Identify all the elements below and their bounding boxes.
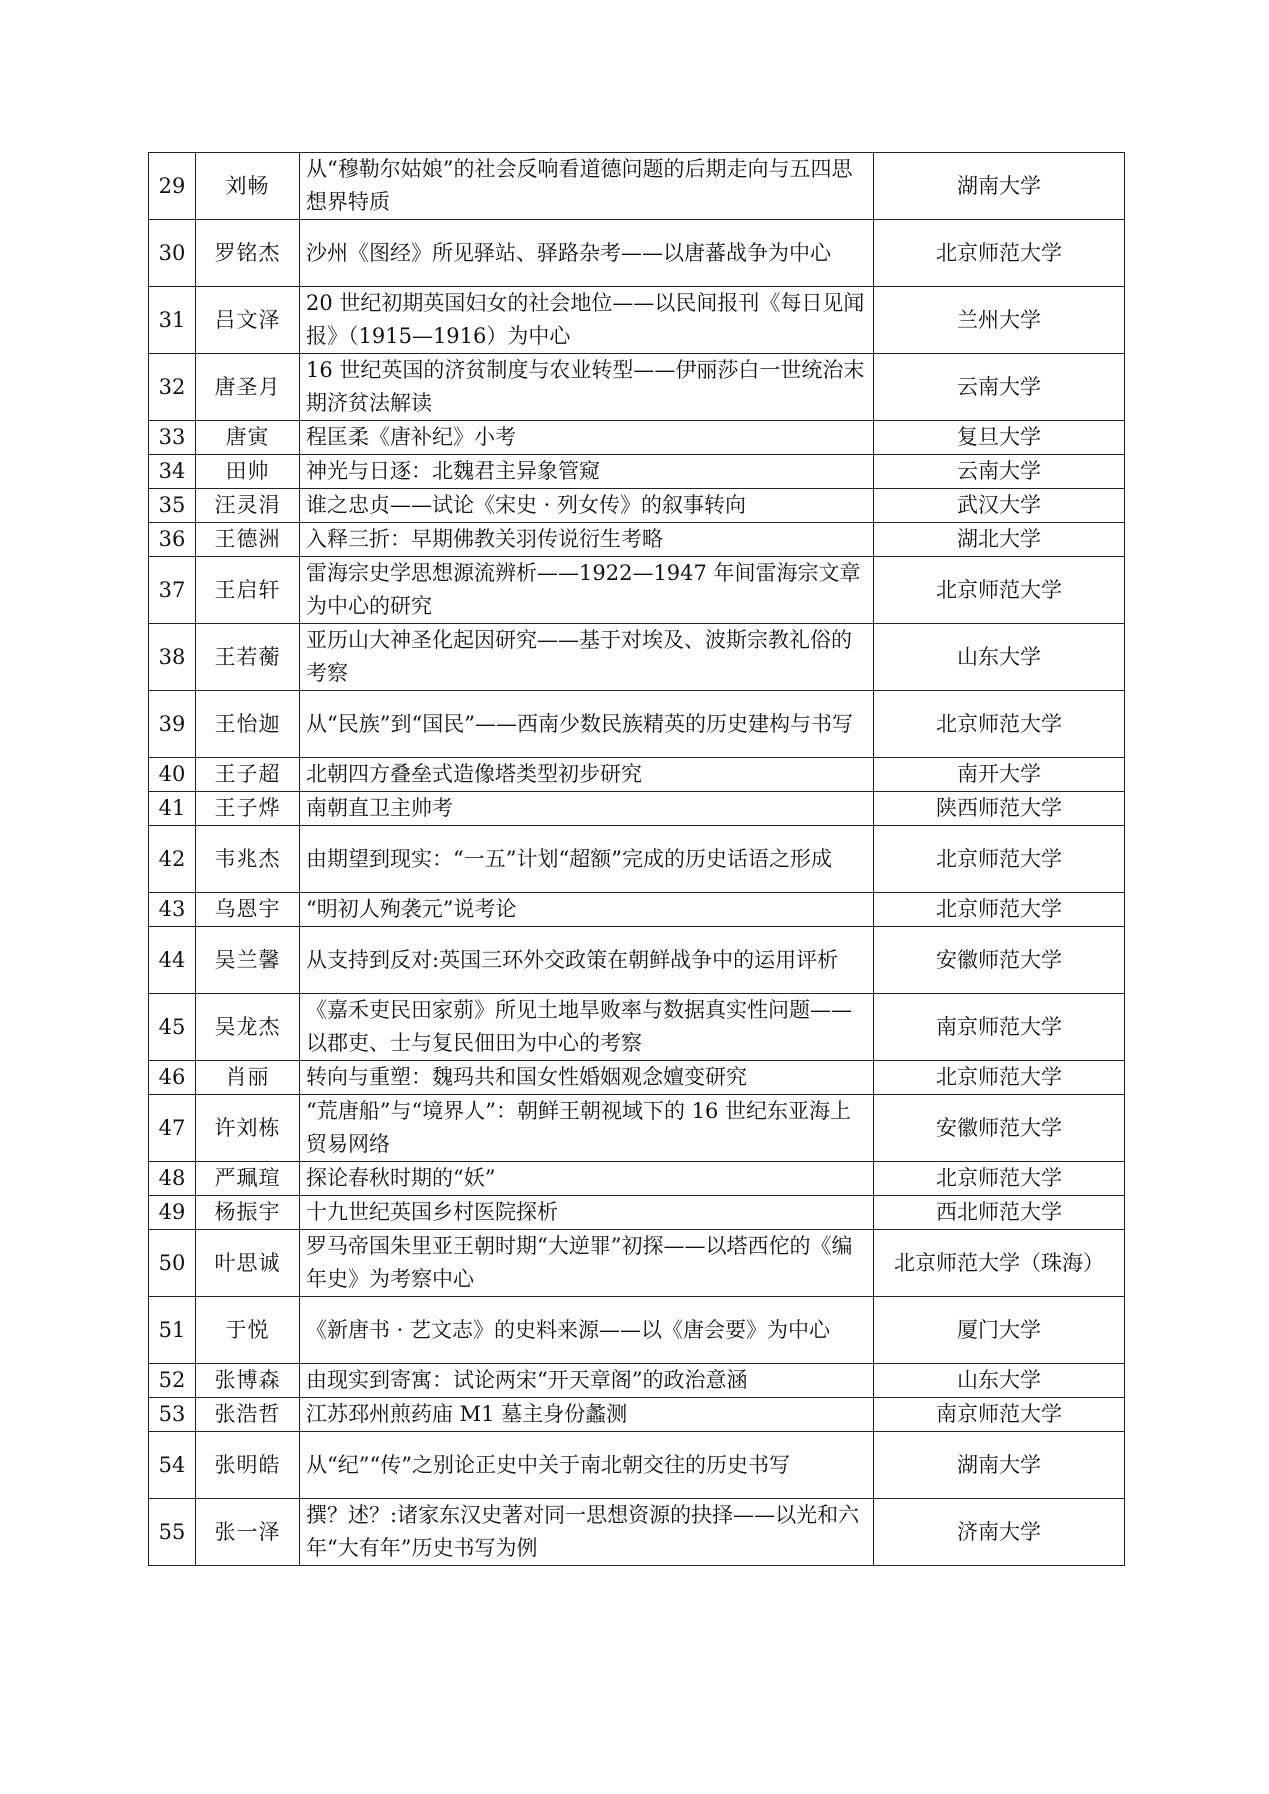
table-row [149,792,1125,826]
university: 湖北大学 [874,523,1125,557]
author-name: 罗铭杰 [196,220,300,287]
author-name: 韦兆杰 [196,826,300,893]
paper-title: 罗马帝国朱里亚王朝时期“大逆罪”初探——以塔西佗的《编年史》为考察中心 [300,1230,874,1297]
table-row [149,523,1125,557]
row-number: 30 [149,220,196,287]
table-row [149,826,1125,893]
author-name: 张明皓 [196,1432,300,1499]
row-number: 33 [149,421,196,455]
paper-title: 南朝直卫主帅考 [300,792,874,826]
author-name: 王启轩 [196,557,300,624]
author-name: 唐寅 [196,421,300,455]
author-name: 吴龙杰 [196,994,300,1061]
document-page [148,152,1124,1566]
table-row [149,994,1125,1061]
table-row [149,557,1125,624]
university: 兰州大学 [874,287,1125,354]
row-number: 45 [149,994,196,1061]
row-number: 55 [149,1499,196,1566]
paper-title: 十九世纪英国乡村医院探析 [300,1196,874,1230]
author-name: 张浩哲 [196,1398,300,1432]
paper-title: 江苏邳州煎药庙 M1 墓主身份蠡测 [300,1398,874,1432]
paper-title: 撰？述？:诸家东汉史著对同一思想资源的抉择——以光和六年“大有年”历史书写为例 [300,1499,874,1566]
table-row [149,691,1125,758]
row-number: 49 [149,1196,196,1230]
row-number: 34 [149,455,196,489]
table-row [149,893,1125,927]
paper-title: “明初人殉袭元”说考论 [300,893,874,927]
university: 北京师范大学 [874,557,1125,624]
row-number: 52 [149,1364,196,1398]
row-number: 37 [149,557,196,624]
paper-title: 20 世纪初期英国妇女的社会地位——以民间报刊《每日见闻报》（1915—1916）为中心 [300,287,874,354]
row-number: 47 [149,1095,196,1162]
university: 北京师范大学 [874,1061,1125,1095]
row-number: 44 [149,927,196,994]
paper-title: “荒唐船”与“境界人”：朝鲜王朝视域下的 16 世纪东亚海上贸易网络 [300,1095,874,1162]
row-number: 54 [149,1432,196,1499]
row-number: 36 [149,523,196,557]
author-name: 张一泽 [196,1499,300,1566]
paper-title: 神光与日逐：北魏君主异象管窥 [300,455,874,489]
university: 安徽师范大学 [874,1095,1125,1162]
university: 北京师范大学 [874,691,1125,758]
row-number: 43 [149,893,196,927]
author-name: 唐圣月 [196,354,300,421]
author-name: 严珮瑄 [196,1162,300,1196]
author-name: 吕文泽 [196,287,300,354]
table-row [149,455,1125,489]
row-number: 48 [149,1162,196,1196]
row-number: 32 [149,354,196,421]
university: 山东大学 [874,624,1125,691]
paper-title: 16 世纪英国的济贫制度与农业转型——伊丽莎白一世统治末期济贫法解读 [300,354,874,421]
table-row [149,1364,1125,1398]
paper-title: 雷海宗史学思想源流辨析——1922—1947 年间雷海宗文章为中心的研究 [300,557,874,624]
university: 北京师范大学 [874,220,1125,287]
paper-title: 由期望到现实：“一五”计划“超额”完成的历史话语之形成 [300,826,874,893]
author-name: 张博森 [196,1364,300,1398]
row-number: 40 [149,758,196,792]
author-name: 于悦 [196,1297,300,1364]
paper-title: 由现实到寄寓：试论两宋“开天章阁”的政治意涵 [300,1364,874,1398]
author-name: 杨振宇 [196,1196,300,1230]
paper-title: 从支持到反对:英国三环外交政策在朝鲜战争中的运用评析 [300,927,874,994]
author-name: 叶思诚 [196,1230,300,1297]
author-name: 王怡迦 [196,691,300,758]
table-row [149,421,1125,455]
university: 复旦大学 [874,421,1125,455]
university: 北京师范大学 [874,826,1125,893]
paper-title: 沙州《图经》所见驿站、驿路杂考——以唐蕃战争为中心 [300,220,874,287]
university: 西北师范大学 [874,1196,1125,1230]
table-body [149,153,1125,1566]
table-row [149,1230,1125,1297]
author-name: 汪灵涓 [196,489,300,523]
university: 山东大学 [874,1364,1125,1398]
university: 湖南大学 [874,153,1125,220]
paper-title: 从“民族”到“国民”——西南少数民族精英的历史建构与书写 [300,691,874,758]
author-name: 王若蘅 [196,624,300,691]
university: 北京师范大学 [874,1162,1125,1196]
university: 南京师范大学 [874,994,1125,1061]
table-row [149,1095,1125,1162]
author-name: 肖丽 [196,1061,300,1095]
paper-title: 程匡柔《唐补纪》小考 [300,421,874,455]
paper-title: 《新唐书 · 艺文志》的史料来源——以《唐会要》为中心 [300,1297,874,1364]
author-name: 王子烨 [196,792,300,826]
row-number: 39 [149,691,196,758]
table-row [149,153,1125,220]
paper-title: 转向与重塑：魏玛共和国女性婚姻观念嬗变研究 [300,1061,874,1095]
table-row [149,624,1125,691]
university: 厦门大学 [874,1297,1125,1364]
table-row [149,1196,1125,1230]
university: 南开大学 [874,758,1125,792]
author-name: 吴兰馨 [196,927,300,994]
paper-title: 谁之忠贞——试论《宋史 · 列女传》的叙事转向 [300,489,874,523]
university: 济南大学 [874,1499,1125,1566]
paper-title: 从“穆勒尔姑娘”的社会反响看道德问题的后期走向与五四思想界特质 [300,153,874,220]
row-number: 41 [149,792,196,826]
university: 北京师范大学（珠海） [874,1230,1125,1297]
author-name: 刘畅 [196,153,300,220]
row-number: 42 [149,826,196,893]
author-name: 乌恩宇 [196,893,300,927]
table-row [149,1499,1125,1566]
paper-title: 《嘉禾吏民田家莂》所见土地旱败率与数据真实性问题——以郡吏、士与复民佃田为中心的考察 [300,994,874,1061]
university: 南京师范大学 [874,1398,1125,1432]
table-row [149,489,1125,523]
university: 安徽师范大学 [874,927,1125,994]
author-name: 王德洲 [196,523,300,557]
paper-title: 北朝四方叠垒式造像塔类型初步研究 [300,758,874,792]
author-name: 王子超 [196,758,300,792]
row-number: 31 [149,287,196,354]
university: 湖南大学 [874,1432,1125,1499]
paper-title: 从“纪”“传”之别论正史中关于南北朝交往的历史书写 [300,1432,874,1499]
row-number: 46 [149,1061,196,1095]
table-row [149,354,1125,421]
table-row [149,287,1125,354]
paper-title: 亚历山大神圣化起因研究——基于对埃及、波斯宗教礼俗的考察 [300,624,874,691]
author-name: 许刘栋 [196,1095,300,1162]
university: 武汉大学 [874,489,1125,523]
row-number: 50 [149,1230,196,1297]
table-row [149,220,1125,287]
row-number: 51 [149,1297,196,1364]
row-number: 35 [149,489,196,523]
table-row [149,1061,1125,1095]
university: 北京师范大学 [874,893,1125,927]
table-row [149,927,1125,994]
table-row [149,1432,1125,1499]
author-name: 田帅 [196,455,300,489]
paper-title: 入释三折：早期佛教关羽传说衍生考略 [300,523,874,557]
university: 陕西师范大学 [874,792,1125,826]
row-number: 38 [149,624,196,691]
paper-title: 探论春秋时期的“妖” [300,1162,874,1196]
row-number: 29 [149,153,196,220]
table-row [149,1162,1125,1196]
row-number: 53 [149,1398,196,1432]
university: 云南大学 [874,354,1125,421]
table-row [149,1398,1125,1432]
award-list-table [148,152,1125,1566]
university: 云南大学 [874,455,1125,489]
table-row [149,1297,1125,1364]
table-row [149,758,1125,792]
